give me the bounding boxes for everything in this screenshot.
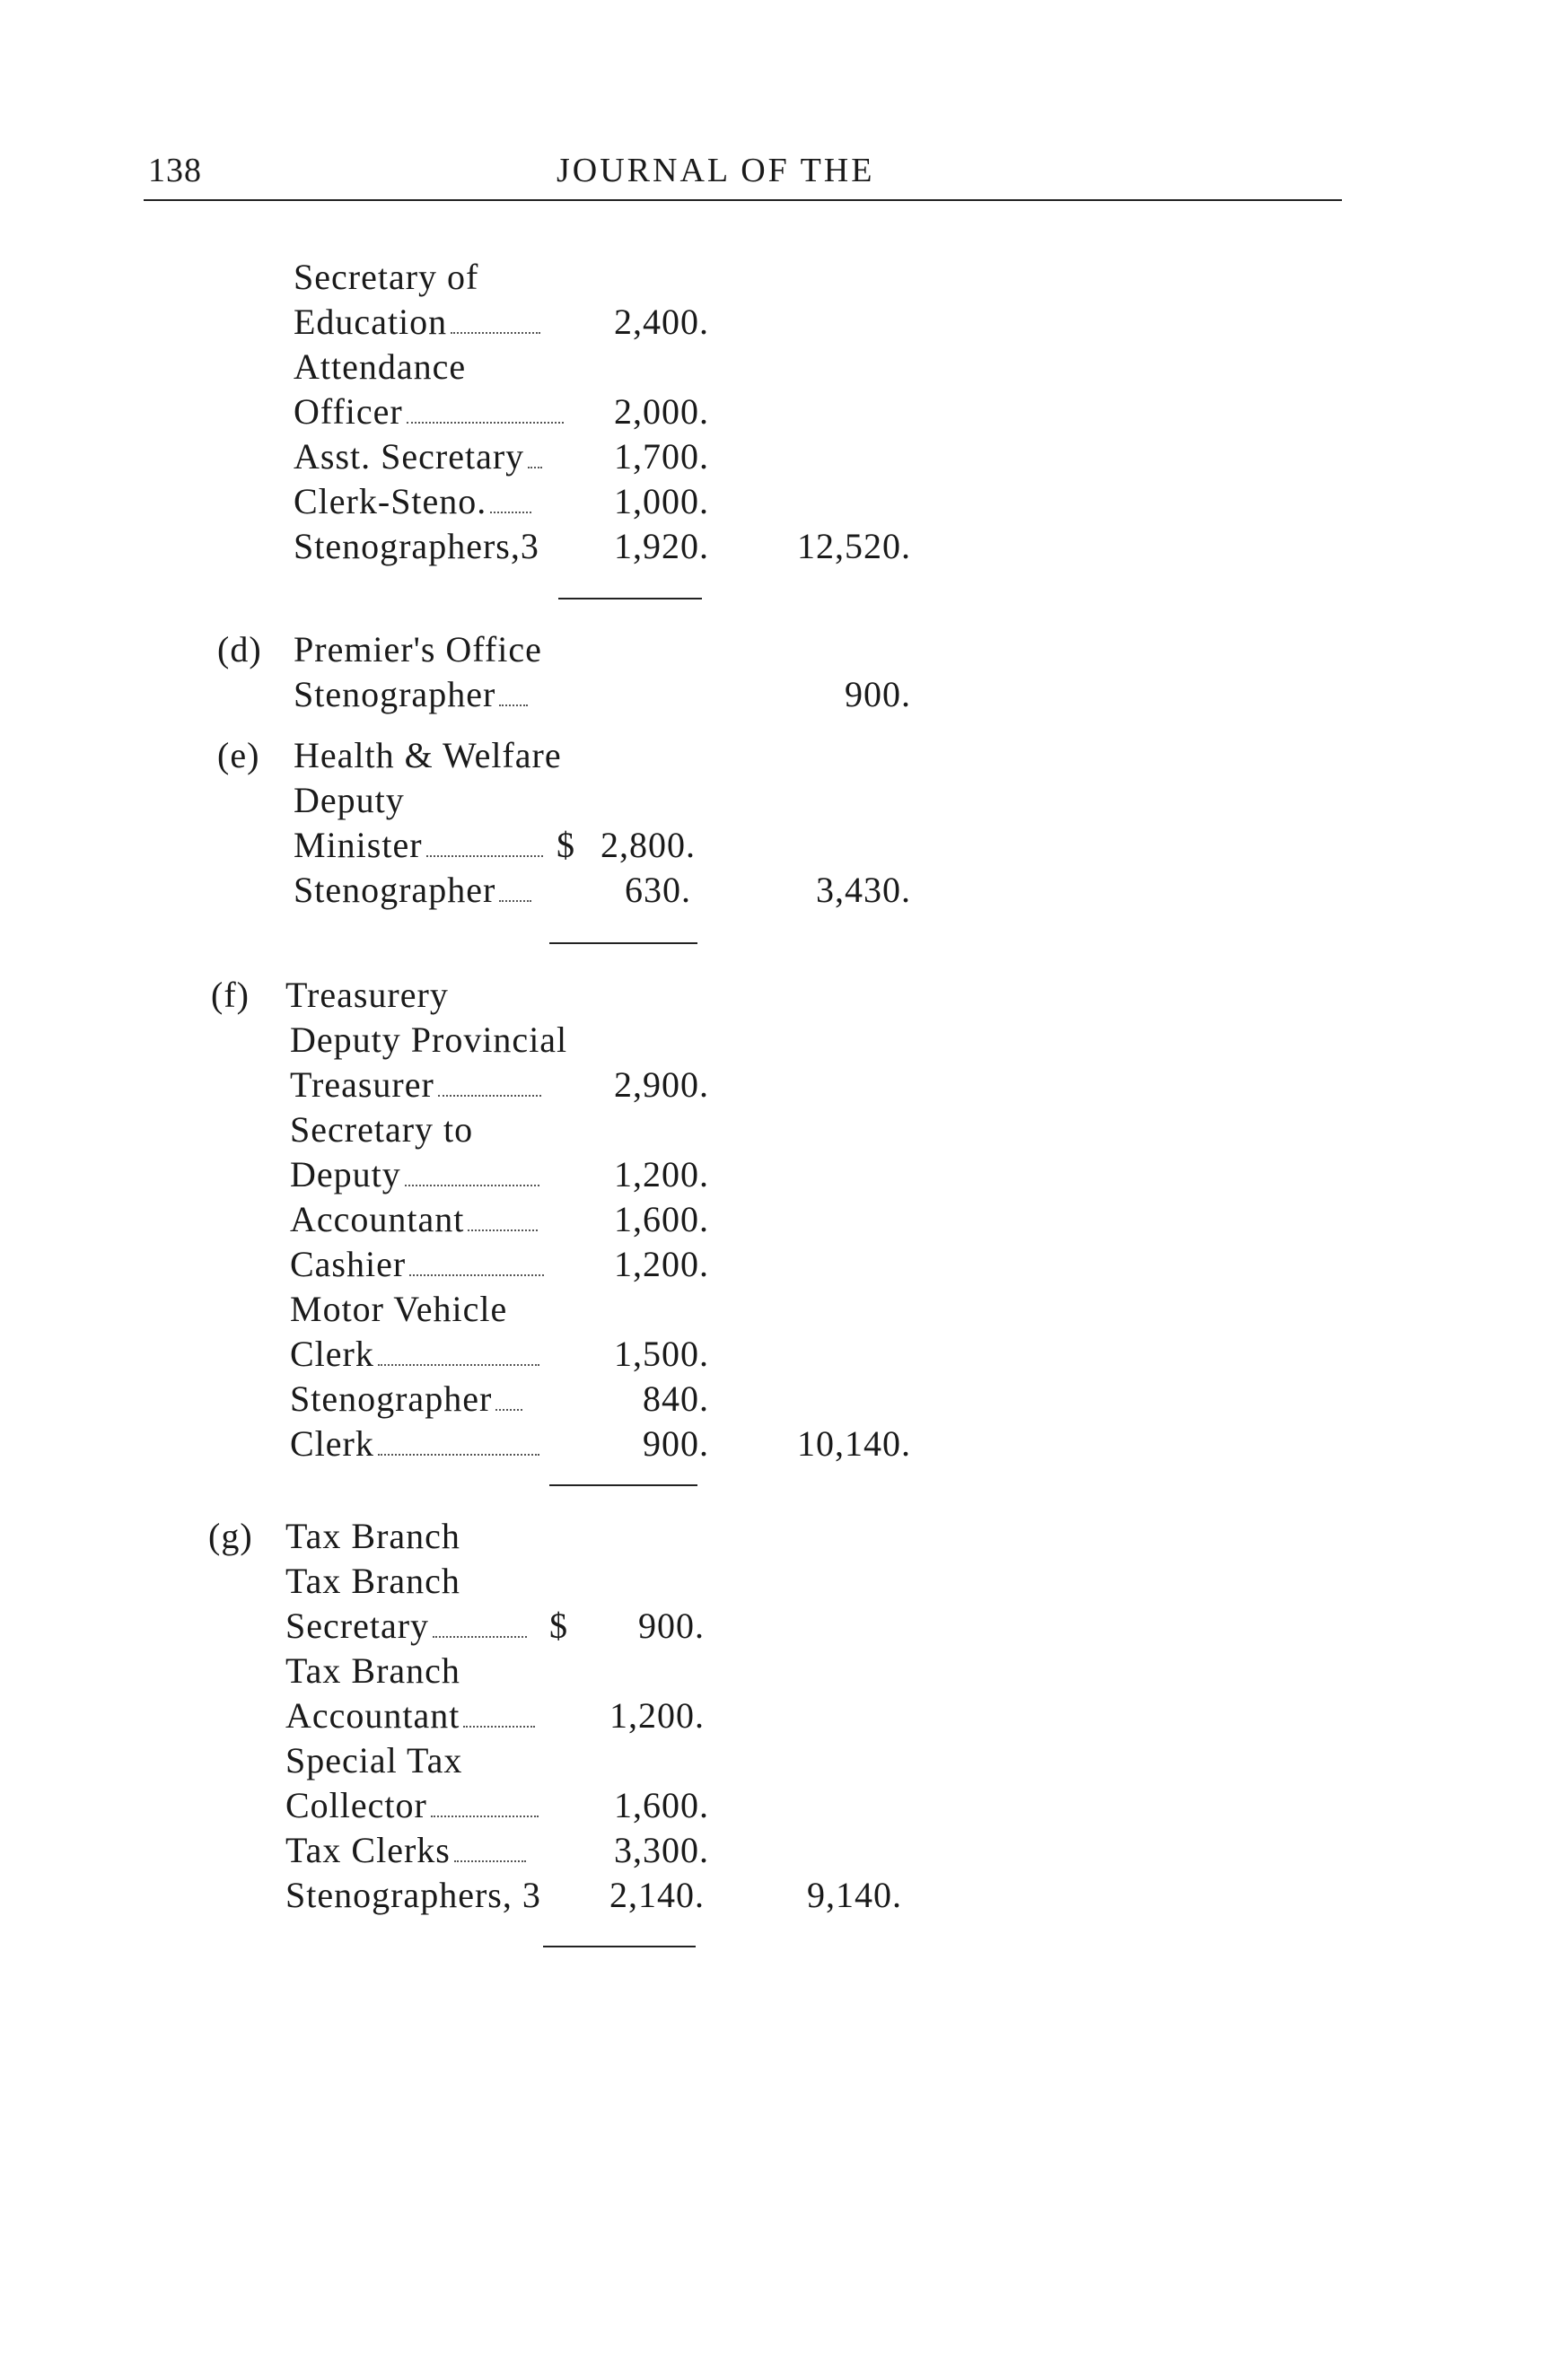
item-label: Accountant (285, 1694, 535, 1737)
section-rule (558, 598, 702, 599)
section-marker: (d) (217, 629, 262, 669)
section-total: 12,520. (797, 526, 911, 566)
leader-dots (468, 1229, 538, 1231)
leader-dots (426, 855, 543, 857)
item-amount: 2,800. (601, 825, 696, 865)
section-title: Health & Welfare (294, 735, 562, 775)
item-amount: 1,920. (614, 526, 709, 566)
section-title: Tax Branch (285, 1516, 460, 1556)
item-amount: 1,000. (614, 481, 709, 521)
section-marker: (e) (217, 735, 260, 775)
leader-dots (463, 1726, 535, 1728)
section-marker: (f) (211, 975, 250, 1015)
item-amount: 1,700. (614, 436, 709, 477)
item-label: Stenographers, 3 (285, 1875, 541, 1915)
leader-dots (528, 467, 542, 468)
item-amount: 2,900. (614, 1064, 709, 1105)
item-amount: 2,000. (614, 391, 709, 432)
item-label: Motor Vehicle (290, 1289, 508, 1329)
item-label: Cashier (290, 1243, 544, 1286)
leader-dots (490, 512, 531, 513)
item-label: Deputy (290, 1153, 539, 1196)
item-label: Tax Branch (285, 1561, 460, 1601)
section-total: 900. (845, 674, 911, 714)
item-label: Deputy Provincial (290, 1019, 568, 1060)
section-rule (549, 942, 697, 944)
item-label: Minister (294, 824, 543, 867)
section-total: 3,430. (816, 870, 911, 910)
item-amount: 1,500. (614, 1334, 709, 1374)
leader-dots (405, 1185, 539, 1186)
item-label: Stenographer (290, 1378, 522, 1421)
item-amount: 2,400. (614, 302, 709, 342)
item-label: Attendance (294, 346, 467, 387)
currency-sign: $ (549, 1606, 568, 1646)
leader-dots (409, 1274, 544, 1276)
section-title: Treasurery (285, 975, 449, 1015)
item-amount: 840. (643, 1378, 709, 1419)
leader-dots (438, 1095, 541, 1097)
item-label: Tax Clerks (285, 1829, 526, 1872)
item-label: Secretary (285, 1605, 527, 1648)
section-marker: (g) (208, 1516, 253, 1556)
page-number: 138 (148, 152, 202, 189)
item-amount: 1,600. (614, 1785, 709, 1825)
item-amount: 1,200. (609, 1695, 705, 1736)
item-amount: 1,600. (614, 1199, 709, 1239)
item-amount: 900. (643, 1423, 709, 1464)
section-total: 9,140. (807, 1875, 902, 1915)
section-rule (549, 1484, 697, 1486)
leader-dots (499, 704, 528, 706)
item-label: Treasurer (290, 1063, 541, 1107)
item-label: Stenographer (294, 673, 528, 716)
running-head: JOURNAL OF THE (557, 152, 875, 189)
item-amount: 2,140. (609, 1875, 705, 1915)
leader-dots (407, 422, 564, 424)
item-amount: 1,200. (614, 1244, 709, 1284)
item-amount: 900. (638, 1606, 705, 1646)
leader-dots (378, 1454, 539, 1456)
item-label: Asst. Secretary (294, 435, 542, 478)
item-amount: 1,200. (614, 1154, 709, 1194)
item-label: Special Tax (285, 1740, 463, 1781)
currency-sign: $ (557, 825, 575, 865)
item-label: Secretary of (294, 257, 479, 297)
leader-dots (454, 1860, 526, 1862)
leader-dots (451, 332, 540, 334)
item-label: Clerk (290, 1333, 539, 1376)
item-label: Stenographer (294, 869, 531, 912)
leader-dots (433, 1636, 527, 1638)
item-amount: 3,300. (614, 1830, 709, 1870)
item-amount: 630. (625, 870, 691, 910)
item-label: Clerk (290, 1422, 539, 1466)
section-title: Premier's Office (294, 629, 542, 669)
item-label: Officer (294, 390, 564, 433)
leader-dots (495, 1409, 522, 1411)
leader-dots (431, 1816, 539, 1817)
section-rule (543, 1946, 696, 1947)
item-label: Secretary to (290, 1109, 474, 1150)
leader-dots (378, 1364, 539, 1366)
item-label: Stenographers,3 (294, 526, 539, 566)
item-label: Collector (285, 1784, 539, 1827)
item-label: Deputy (294, 780, 405, 820)
item-label: Clerk-Steno. (294, 480, 531, 523)
item-label: Education (294, 301, 540, 344)
item-label: Accountant (290, 1198, 538, 1241)
item-label: Tax Branch (285, 1650, 460, 1691)
leader-dots (499, 900, 531, 902)
section-total: 10,140. (797, 1423, 911, 1464)
